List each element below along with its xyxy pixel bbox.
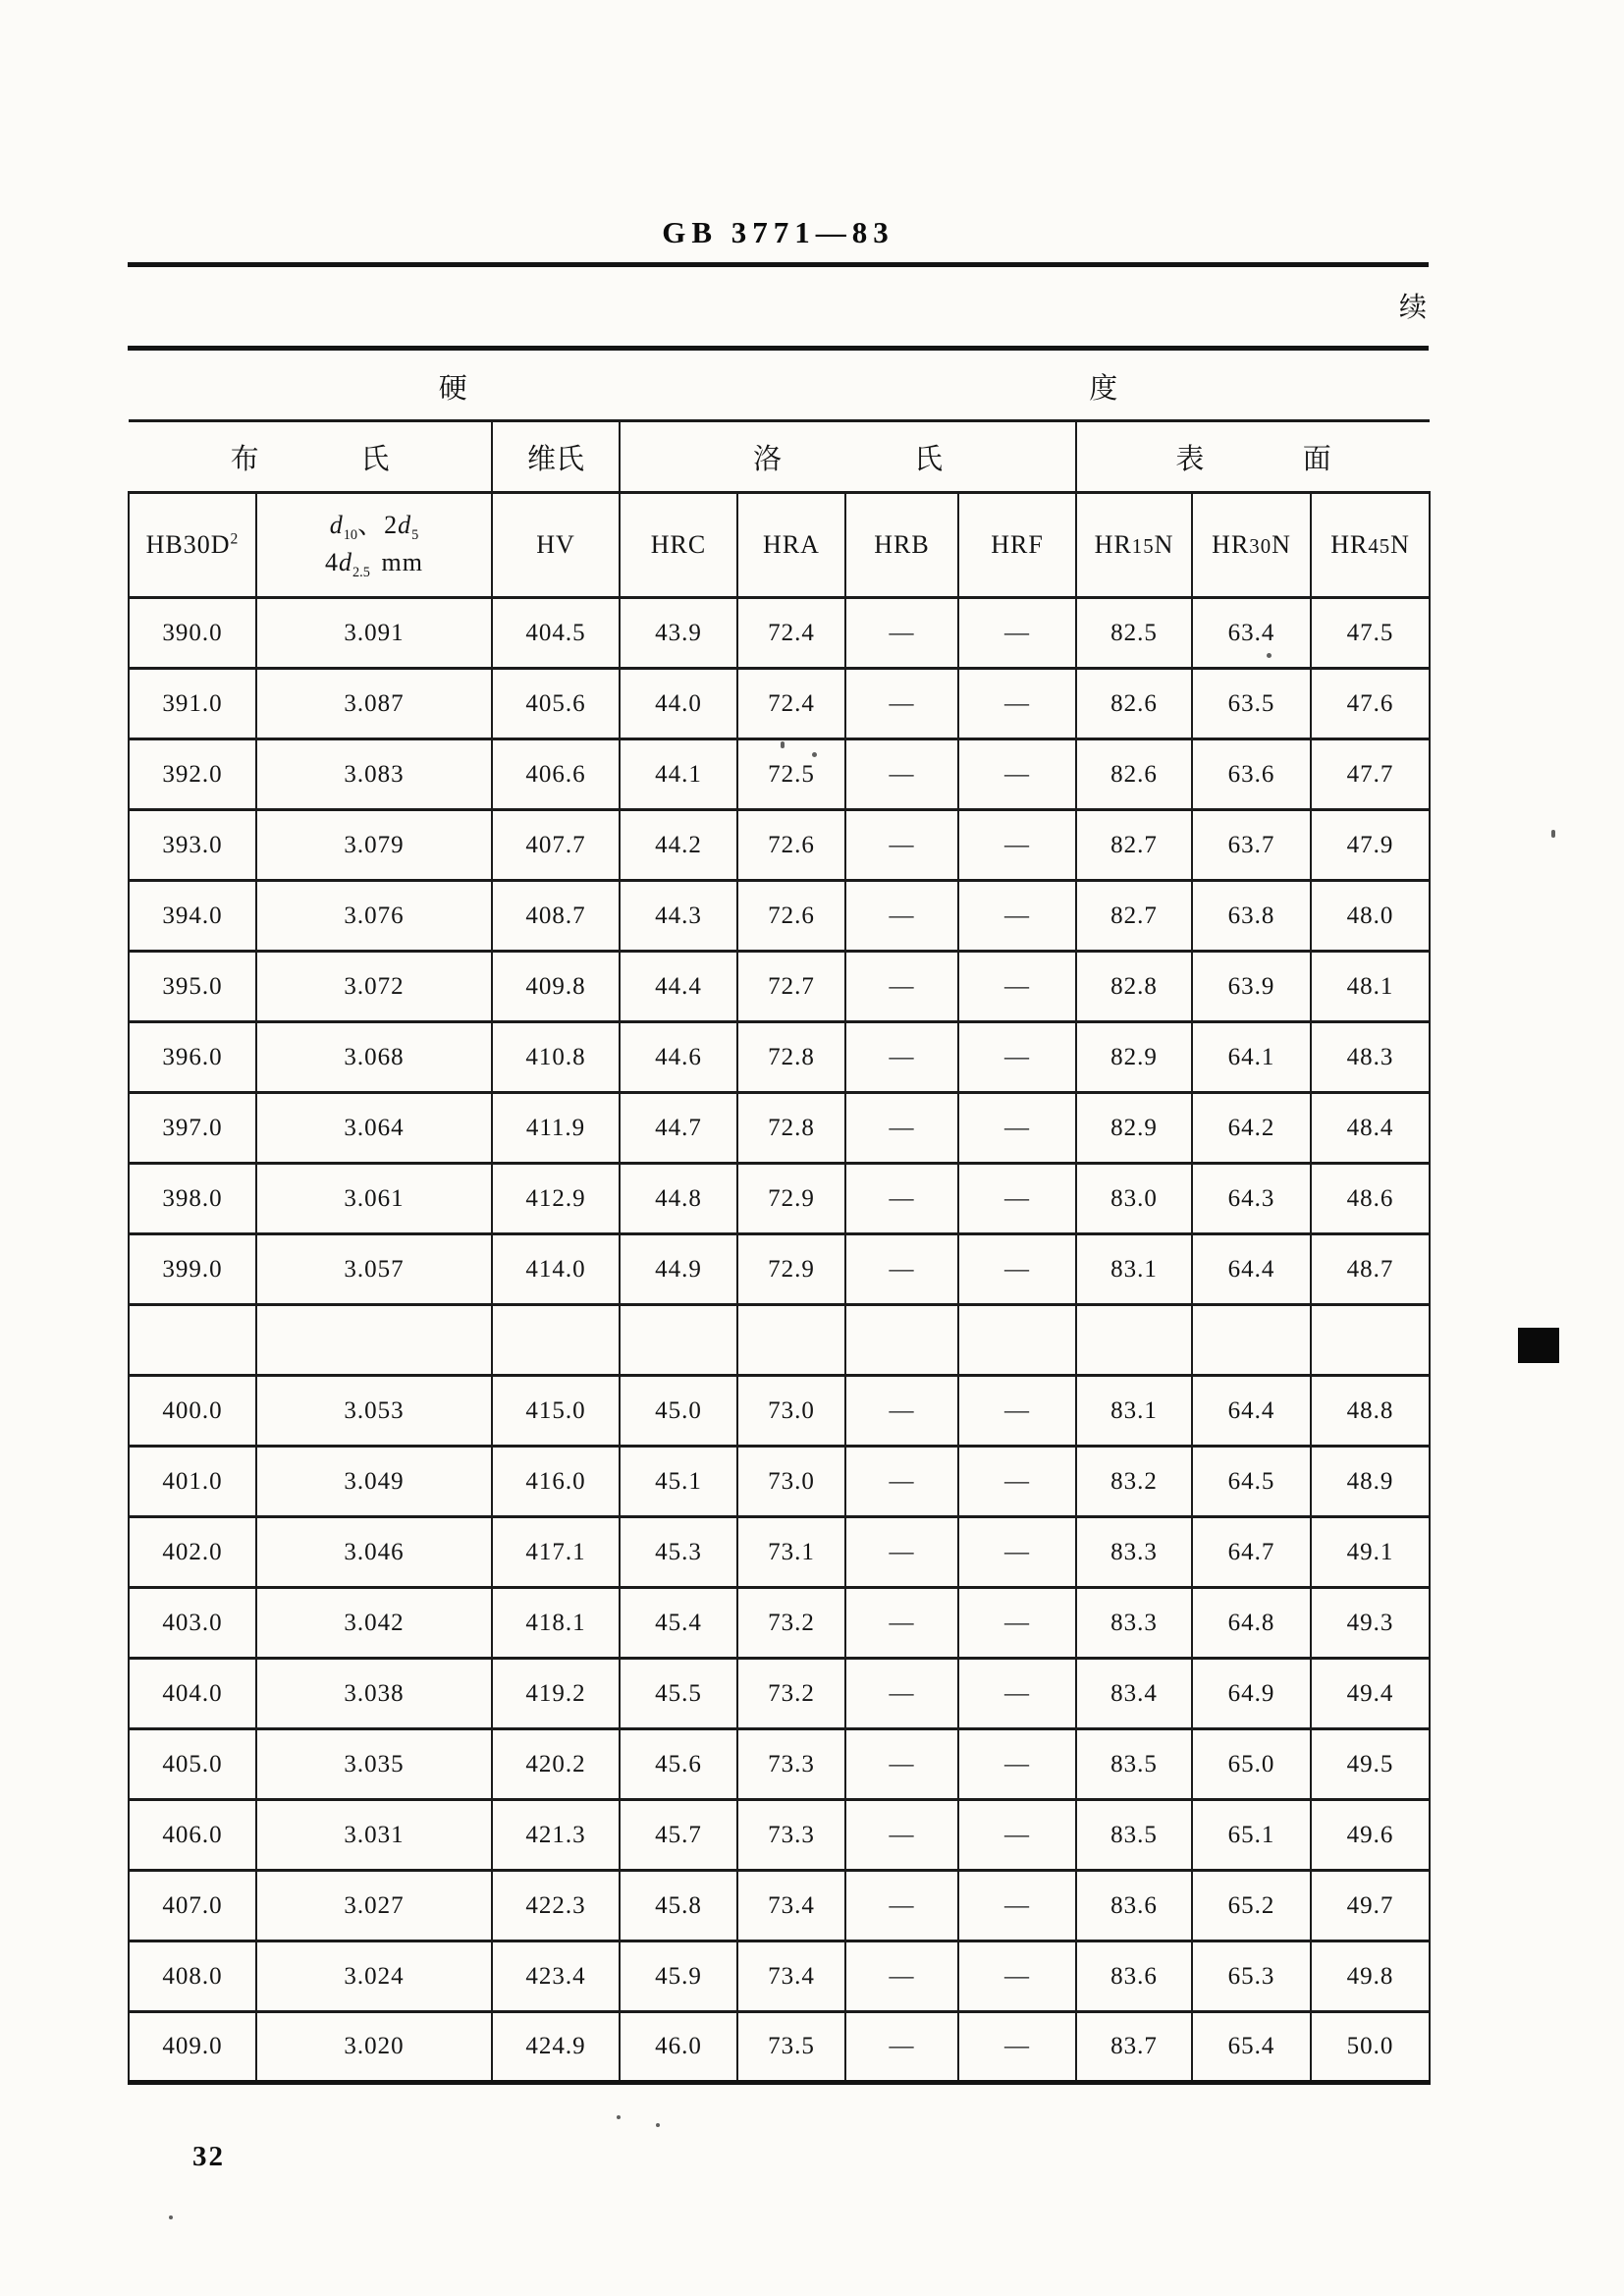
table-cell: 73.1 (737, 1517, 845, 1588)
table-cell: 48.7 (1311, 1234, 1430, 1305)
table-cell: — (845, 1022, 958, 1093)
table-cell: 44.3 (620, 881, 737, 952)
table-cell: 421.3 (492, 1800, 620, 1871)
table-cell: 394.0 (129, 881, 256, 952)
table-cell: 43.9 (620, 598, 737, 669)
table-cell: 409.0 (129, 2012, 256, 2083)
table-cell: 72.8 (737, 1022, 845, 1093)
table-cell: 83.5 (1076, 1800, 1192, 1871)
table-cell: 45.7 (620, 1800, 737, 1871)
group-header-row (129, 421, 1430, 493)
table-cell: 406.0 (129, 1800, 256, 1871)
table-title-row (128, 346, 1429, 419)
group-header-vickers (492, 421, 620, 493)
table-cell: 63.7 (1192, 810, 1311, 881)
continued-label: 续 (1398, 293, 1428, 323)
table-cell: — (958, 1517, 1076, 1588)
table-cell: 390.0 (129, 598, 256, 669)
table-cell: 64.7 (1192, 1517, 1311, 1588)
column-header-text: 2 (230, 530, 240, 548)
table-cell: 83.6 (1076, 1941, 1192, 2012)
table-cell: 63.6 (1192, 739, 1311, 810)
table-cell: 44.4 (620, 952, 737, 1022)
table-cell: 3.038 (256, 1659, 492, 1729)
table-row (129, 952, 1430, 1022)
table-cell: — (958, 1941, 1076, 2012)
hardness-conversion-table (128, 419, 1431, 2085)
table-cell: 73.2 (737, 1588, 845, 1659)
table-cell: 82.9 (1076, 1022, 1192, 1093)
table-cell: 63.8 (1192, 881, 1311, 952)
table-cell: 82.5 (1076, 598, 1192, 669)
table-cell: 64.8 (1192, 1588, 1311, 1659)
column-header-text: 2.5 (352, 565, 370, 581)
table-cell: 404.0 (129, 1659, 256, 1729)
table-row (129, 598, 1430, 669)
table-cell: — (845, 1588, 958, 1659)
table-cell: 72.5 (737, 739, 845, 810)
table-cell: 411.9 (492, 1093, 620, 1164)
table-cell: 73.3 (737, 1800, 845, 1871)
horizontal-rule-top (128, 262, 1429, 267)
table-row (129, 669, 1430, 739)
table-cell: 82.7 (1076, 881, 1192, 952)
table-row (129, 1941, 1430, 2012)
table-cell: 47.6 (1311, 669, 1430, 739)
column-header-text: N (1154, 530, 1174, 560)
table-cell: 63.5 (1192, 669, 1311, 739)
table-cell: 3.061 (256, 1164, 492, 1234)
scan-speckle (1551, 830, 1555, 838)
table-cell: 393.0 (129, 810, 256, 881)
table-cell: — (845, 1234, 958, 1305)
table-cell: — (845, 952, 958, 1022)
group-header-brinell (129, 421, 492, 493)
table-cell: 73.0 (737, 1447, 845, 1517)
table-cell: 73.4 (737, 1941, 845, 2012)
column-header-text: HRB (874, 530, 930, 560)
table-cell: 65.1 (1192, 1800, 1311, 1871)
table-cell: 412.9 (492, 1164, 620, 1234)
group-header-text: 氏 (914, 443, 944, 475)
table-cell: 45.4 (620, 1588, 737, 1659)
table-cell: 405.0 (129, 1729, 256, 1800)
table-cell: 82.9 (1076, 1093, 1192, 1164)
table-cell: 3.046 (256, 1517, 492, 1588)
scan-speckle (169, 2215, 173, 2219)
column-header-HR15N (1076, 493, 1192, 598)
table-cell: 44.1 (620, 739, 737, 810)
column-header-text: HR (1212, 530, 1250, 560)
table-row (129, 1093, 1430, 1164)
table-cell: 64.9 (1192, 1659, 1311, 1729)
table-cell: 407.7 (492, 810, 620, 881)
table-cell: 415.0 (492, 1376, 620, 1447)
table-cell: 402.0 (129, 1517, 256, 1588)
table-cell: 83.5 (1076, 1729, 1192, 1800)
table-cell: 48.9 (1311, 1447, 1430, 1517)
table-cell (1192, 1305, 1311, 1376)
table-cell: 44.6 (620, 1022, 737, 1093)
table-cell: 391.0 (129, 669, 256, 739)
table-row (129, 1517, 1430, 1588)
table-cell: 63.4 (1192, 598, 1311, 669)
column-header-HRF (958, 493, 1076, 598)
table-cell: 414.0 (492, 1234, 620, 1305)
table-cell: — (845, 1800, 958, 1871)
column-header-text: 4 (324, 548, 339, 576)
table-cell: — (845, 1659, 958, 1729)
table-cell: 396.0 (129, 1022, 256, 1093)
table-cell: 397.0 (129, 1093, 256, 1164)
table-cell: 44.7 (620, 1093, 737, 1164)
column-header-d-mm (256, 493, 492, 598)
table-cell: 408.7 (492, 881, 620, 952)
table-cell: 72.4 (737, 598, 845, 669)
table-cell: — (958, 1164, 1076, 1234)
table-cell: — (958, 1659, 1076, 1729)
table-cell: 49.6 (1311, 1800, 1430, 1871)
group-header-text: 面 (1302, 443, 1331, 475)
table-row (129, 881, 1430, 952)
table-cell: 65.3 (1192, 1941, 1311, 2012)
table-cell: 3.020 (256, 2012, 492, 2083)
table-cell: — (845, 1447, 958, 1517)
column-header-text: N (1390, 530, 1410, 560)
table-cell: — (958, 669, 1076, 739)
group-header-rockwell (620, 421, 1076, 493)
table-cell: — (845, 881, 958, 952)
table-cell: 73.4 (737, 1871, 845, 1941)
table-title-char-hard: 硬 (438, 373, 467, 405)
table-cell: 45.0 (620, 1376, 737, 1447)
table-cell: 46.0 (620, 2012, 737, 2083)
table-cell: 416.0 (492, 1447, 620, 1517)
table-cell: 403.0 (129, 1588, 256, 1659)
table-cell: 398.0 (129, 1164, 256, 1234)
table-row (129, 1871, 1430, 1941)
table-cell: 424.9 (492, 2012, 620, 2083)
table-cell: 45.8 (620, 1871, 737, 1941)
table-cell: 3.042 (256, 1588, 492, 1659)
scan-speckle (617, 2115, 621, 2119)
table-cell: 64.5 (1192, 1447, 1311, 1517)
table-cell: — (845, 1729, 958, 1800)
print-registration-mark (1518, 1328, 1559, 1363)
table-cell: 3.091 (256, 598, 492, 669)
table-cell: 422.3 (492, 1871, 620, 1941)
table-cell: 83.7 (1076, 2012, 1192, 2083)
column-header-text: HRF (991, 530, 1044, 560)
table-cell: 45.9 (620, 1941, 737, 2012)
table-cell: 83.3 (1076, 1517, 1192, 1588)
table-cell: 3.057 (256, 1234, 492, 1305)
table-cell: 48.8 (1311, 1376, 1430, 1447)
column-header-HRA (737, 493, 845, 598)
table-cell: 3.087 (256, 669, 492, 739)
table-cell (737, 1305, 845, 1376)
table-cell: — (958, 1447, 1076, 1517)
table-row-blank (129, 1305, 1430, 1376)
column-header-text: N (1272, 530, 1291, 560)
table-cell: 72.9 (737, 1164, 845, 1234)
table-cell: 45.5 (620, 1659, 737, 1729)
table-cell: — (845, 739, 958, 810)
table-cell: 83.1 (1076, 1234, 1192, 1305)
table-cell: 3.072 (256, 952, 492, 1022)
column-header-text: 45 (1368, 535, 1391, 559)
table-cell: 47.9 (1311, 810, 1430, 881)
table-cell: — (958, 1234, 1076, 1305)
table-cell: 3.035 (256, 1729, 492, 1800)
table-cell: 423.4 (492, 1941, 620, 2012)
column-header-text: d (398, 510, 412, 539)
table-cell: 72.9 (737, 1234, 845, 1305)
column-header-text: HR (1094, 530, 1132, 560)
table-cell: — (845, 2012, 958, 2083)
table-cell: — (845, 1093, 958, 1164)
table-cell: — (845, 1871, 958, 1941)
group-header-text: 表 (1175, 443, 1205, 475)
table-cell: 72.6 (737, 810, 845, 881)
table-cell: 44.9 (620, 1234, 737, 1305)
column-header-HR45N (1311, 493, 1430, 598)
table-cell: — (958, 2012, 1076, 2083)
group-header-text: 布 (230, 443, 259, 475)
table-cell: — (958, 952, 1076, 1022)
table-cell: 64.2 (1192, 1093, 1311, 1164)
table-cell: — (958, 810, 1076, 881)
column-header-text: 5 (411, 526, 419, 543)
table-cell: 399.0 (129, 1234, 256, 1305)
table-cell: 83.1 (1076, 1376, 1192, 1447)
table-row (129, 2012, 1430, 2083)
scan-speckle (812, 752, 817, 757)
table-cell: 404.5 (492, 598, 620, 669)
column-header-HB30D2 (129, 493, 256, 598)
column-header-HR30N (1192, 493, 1311, 598)
table-cell: 73.5 (737, 2012, 845, 2083)
table-cell: 48.6 (1311, 1164, 1430, 1234)
table-cell: 72.6 (737, 881, 845, 952)
standard-number-title: GB 3771—83 (662, 215, 894, 249)
table-cell: — (958, 1588, 1076, 1659)
table-cell: 3.076 (256, 881, 492, 952)
table-cell: 64.4 (1192, 1234, 1311, 1305)
table-cell: 395.0 (129, 952, 256, 1022)
table-cell: 82.8 (1076, 952, 1192, 1022)
table-cell: 49.7 (1311, 1871, 1430, 1941)
group-header-text: 洛 (753, 443, 783, 475)
table-cell: 3.079 (256, 810, 492, 881)
table-cell: — (958, 1376, 1076, 1447)
table-cell: — (845, 1517, 958, 1588)
table-cell (1076, 1305, 1192, 1376)
table-cell: 83.4 (1076, 1659, 1192, 1729)
table-row (129, 1659, 1430, 1729)
table-cell (492, 1305, 620, 1376)
table-cell: 82.6 (1076, 739, 1192, 810)
table-cell: 392.0 (129, 739, 256, 810)
column-header-text: HV (536, 530, 575, 560)
table-cell: 65.4 (1192, 2012, 1311, 2083)
table-cell: 65.2 (1192, 1871, 1311, 1941)
table-cell: 410.8 (492, 1022, 620, 1093)
table-cell: 3.068 (256, 1022, 492, 1093)
table-cell: — (845, 598, 958, 669)
table-row (129, 1447, 1430, 1517)
table-cell: — (958, 1022, 1076, 1093)
table-cell: — (958, 1093, 1076, 1164)
table-row (129, 1376, 1430, 1447)
table-cell: 64.1 (1192, 1022, 1311, 1093)
table-cell: 48.0 (1311, 881, 1430, 952)
table-title-char-degree: 度 (1089, 373, 1118, 405)
table-cell: 420.2 (492, 1729, 620, 1800)
table-cell: 49.3 (1311, 1588, 1430, 1659)
column-header-text: 15 (1131, 535, 1155, 559)
table-cell: 65.0 (1192, 1729, 1311, 1800)
scan-speckle (781, 741, 785, 748)
table-cell: 49.5 (1311, 1729, 1430, 1800)
table-cell: — (958, 739, 1076, 810)
group-header-text: 氏 (360, 443, 390, 475)
table-cell: 82.6 (1076, 669, 1192, 739)
table-row (129, 810, 1430, 881)
table-cell: 72.7 (737, 952, 845, 1022)
column-header-text: HR (1330, 530, 1369, 560)
table-cell: 3.024 (256, 1941, 492, 2012)
table-cell: 48.3 (1311, 1022, 1430, 1093)
table-cell: 408.0 (129, 1941, 256, 2012)
table-cell: 3.049 (256, 1447, 492, 1517)
column-header-text: HRC (650, 530, 707, 560)
table-cell: 3.053 (256, 1376, 492, 1447)
column-header-text: 30 (1249, 535, 1272, 559)
table-row (129, 1234, 1430, 1305)
column-header-text: HRA (763, 530, 820, 560)
table-cell: 83.3 (1076, 1588, 1192, 1659)
column-header-text: mm (381, 548, 423, 576)
scan-speckle (656, 2123, 660, 2127)
table-cell: 47.5 (1311, 598, 1430, 669)
table-cell: 3.083 (256, 739, 492, 810)
table-cell: 44.0 (620, 669, 737, 739)
table-cell: 73.0 (737, 1376, 845, 1447)
table-cell: 44.2 (620, 810, 737, 881)
table-row (129, 1729, 1430, 1800)
table-cell: 63.9 (1192, 952, 1311, 1022)
table-cell: 72.8 (737, 1093, 845, 1164)
scan-speckle (1267, 653, 1272, 658)
table-cell: 50.0 (1311, 2012, 1430, 2083)
table-cell: 49.4 (1311, 1659, 1430, 1729)
table-cell: — (845, 669, 958, 739)
table-cell: 45.6 (620, 1729, 737, 1800)
table-cell: 82.7 (1076, 810, 1192, 881)
table-cell: — (958, 1729, 1076, 1800)
table-cell: 73.2 (737, 1659, 845, 1729)
table-cell: 72.4 (737, 669, 845, 739)
table-cell: 47.7 (1311, 739, 1430, 810)
table-cell: — (845, 1376, 958, 1447)
table-cell: 405.6 (492, 669, 620, 739)
table-cell: 73.3 (737, 1729, 845, 1800)
table-cell: 83.0 (1076, 1164, 1192, 1234)
table-cell (256, 1305, 492, 1376)
table-cell: — (845, 810, 958, 881)
table-cell: 3.027 (256, 1871, 492, 1941)
column-header-text: HB30D (145, 530, 231, 560)
table-cell: 45.1 (620, 1447, 737, 1517)
table-cell (620, 1305, 737, 1376)
table-cell: — (958, 598, 1076, 669)
table-cell: 417.1 (492, 1517, 620, 1588)
table-cell: 419.2 (492, 1659, 620, 1729)
table-row (129, 1588, 1430, 1659)
column-header-text: 10 (343, 526, 358, 543)
table-cell: 45.3 (620, 1517, 737, 1588)
column-header-row (129, 493, 1430, 598)
table-cell: — (958, 1871, 1076, 1941)
table-cell: 44.8 (620, 1164, 737, 1234)
table-cell: 48.4 (1311, 1093, 1430, 1164)
table-row (129, 1800, 1430, 1871)
table-row (129, 739, 1430, 810)
table-cell: 83.6 (1076, 1871, 1192, 1941)
table-cell: 406.6 (492, 739, 620, 810)
table-body (129, 598, 1430, 2083)
column-header-HV (492, 493, 620, 598)
table-cell: 400.0 (129, 1376, 256, 1447)
table-cell: 48.1 (1311, 952, 1430, 1022)
table-cell: 49.1 (1311, 1517, 1430, 1588)
group-header-surface (1076, 421, 1430, 493)
column-header-text: d (338, 548, 352, 576)
table-cell (845, 1305, 958, 1376)
table-row (129, 1164, 1430, 1234)
column-header-text: d (329, 510, 344, 539)
table-cell: 3.064 (256, 1093, 492, 1164)
column-header-HRC (620, 493, 737, 598)
group-header-text: 维氏 (526, 443, 584, 475)
table-cell: 407.0 (129, 1871, 256, 1941)
table-cell (1311, 1305, 1430, 1376)
table-cell: — (845, 1164, 958, 1234)
table-cell: — (958, 1800, 1076, 1871)
table-cell: 3.031 (256, 1800, 492, 1871)
page-number: 32 (192, 2141, 225, 2172)
table-cell: 64.4 (1192, 1376, 1311, 1447)
table-cell (129, 1305, 256, 1376)
table-cell: 83.2 (1076, 1447, 1192, 1517)
table-cell (958, 1305, 1076, 1376)
table-cell: — (845, 1941, 958, 2012)
column-header-text: 、2 (357, 510, 399, 539)
table-row (129, 1022, 1430, 1093)
table-cell: 409.8 (492, 952, 620, 1022)
table-cell: — (958, 881, 1076, 952)
table-cell: 401.0 (129, 1447, 256, 1517)
table-cell: 418.1 (492, 1588, 620, 1659)
column-header-HRB (845, 493, 958, 598)
table-cell: 64.3 (1192, 1164, 1311, 1234)
table-cell: 49.8 (1311, 1941, 1430, 2012)
